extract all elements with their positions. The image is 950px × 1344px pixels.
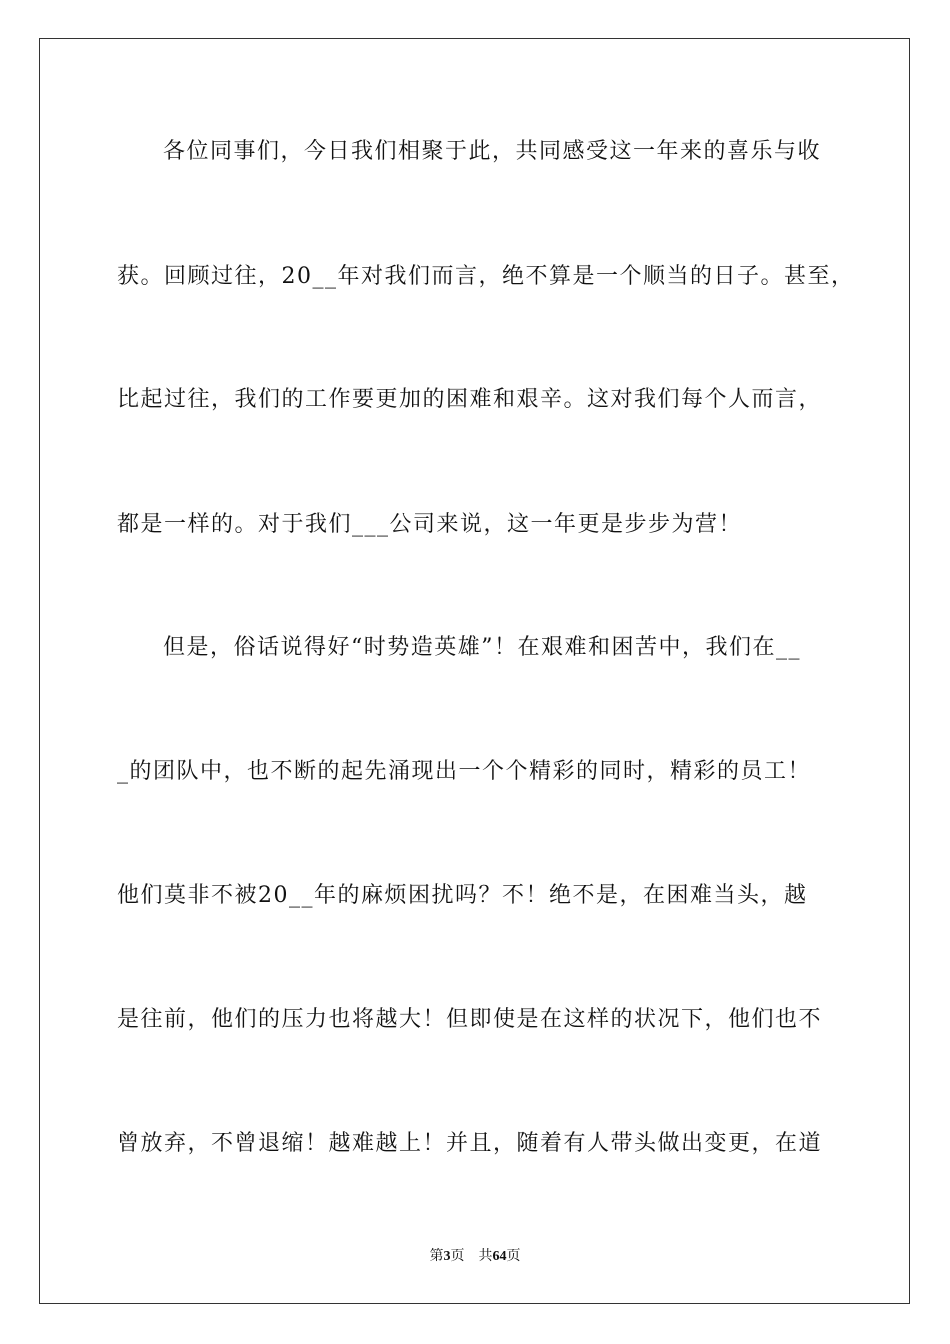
paragraph-line-3: 比起过往，我们的工作要更加的困难和艰辛。这对我们每个人而言， (117, 387, 823, 412)
paragraph-line-5: 但是，俗话说得好“时势造英雄”！在艰难和困苦中，我们在__ (163, 635, 801, 660)
paragraph-line-7: 他们莫非不被20__年的麻烦困扰吗？不！绝不是，在困难当头，越 (117, 883, 808, 908)
page-prefix: 第 (429, 1248, 444, 1264)
paragraph-line-2: 获。回顾过往，20__年对我们而言，绝不算是一个顺当的日子。甚至， (117, 264, 855, 289)
page-suffix: 页 (450, 1248, 465, 1264)
paragraph-line-1: 各位同事们，今日我们相聚于此，共同感受这一年来的喜乐与收 (163, 139, 822, 164)
page-footer (0, 1246, 950, 1267)
total-pages: 64 (492, 1249, 507, 1264)
paragraph-line-4: 都是一样的。对于我们___公司来说，这一年更是步步为营！ (117, 512, 743, 537)
total-prefix: 共 (478, 1248, 493, 1264)
paragraph-line-9: 曾放弃，不曾退缩！越难越上！并且，随着有人带头做出变更，在道 (117, 1131, 823, 1156)
paragraph-line-8: 是往前，他们的压力也将越大！但即使是在这样的状况下，他们也不 (117, 1007, 823, 1032)
page-number: 3 (443, 1249, 451, 1264)
page-border (39, 38, 910, 1304)
paragraph-line-6: _的团队中，也不断的起先涌现出一个个精彩的同时，精彩的员工！ (117, 759, 812, 784)
total-suffix: 页 (506, 1248, 521, 1264)
